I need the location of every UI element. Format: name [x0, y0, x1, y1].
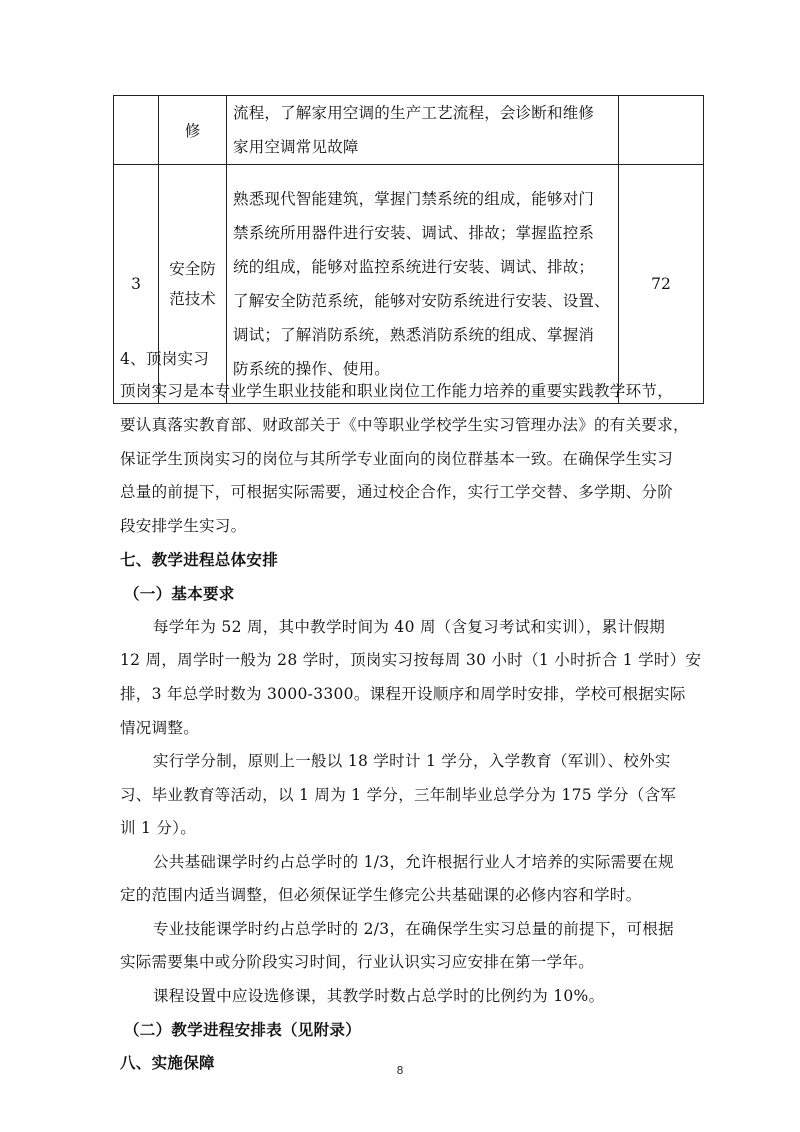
- section-heading: 七、教学进程总体安排: [120, 550, 279, 569]
- description-line: 统的组成，能够对监控系统进行安装、调试、排故；: [233, 258, 595, 276]
- paragraph-line: 公共基础课学时约占总学时的 1/3，允许根据行业人才培养的实际需要在规: [153, 853, 674, 871]
- paragraph-line: 每学年为 52 周，其中教学时间为 40 周（含复习考试和实训），累计假期: [153, 618, 666, 636]
- paragraph-line: 训 1 分）。: [120, 819, 197, 837]
- course-hours-cell: 72: [619, 165, 704, 404]
- course-name-line: 范技术: [169, 290, 216, 308]
- paragraph-line: 课程设置中应设选修课，其教学时数占总学时的比例约为 10%。: [153, 987, 605, 1005]
- description-line: 流程，了解家用空调的生产工艺流程，会诊断和维修: [233, 104, 595, 122]
- paragraph-line: 专业技能课学时约占总学时的 2/3，在确保学生实习总量的前提下，可根据: [153, 920, 674, 938]
- paragraph-line: 实行学分制，原则上一般以 18 学时计 1 学分，入学教育（军训）、校外实: [153, 752, 671, 770]
- description-line: 了解安全防范系统，能够对安防系统进行安装、设置、: [233, 292, 610, 310]
- course-description-cell: [227, 165, 619, 404]
- paragraph-line: 习、毕业教育等活动，以 1 周为 1 学分，三年制毕业总学分为 175 学分（含军: [120, 786, 677, 804]
- course-description-cell: [227, 96, 619, 165]
- paragraph-line: 实际需要集中或分阶段实习时间，行业认识实习应安排在第一学年。: [120, 953, 595, 971]
- description-line: 禁系统所用器件进行安装、调试、排故；掌握监控系: [233, 224, 595, 242]
- course-hours-cell: [619, 96, 704, 165]
- paragraph-line: 保证学生顶岗实习的岗位与其所学专业面向的岗位群基本一致。在确保学生实习: [120, 450, 674, 468]
- course-number-cell: 3: [114, 165, 159, 404]
- paragraph-line: 要认真落实教育部、财政部关于《中等职业学校学生实习管理办法》的有关要求，: [120, 416, 689, 434]
- description-line: 调试；了解消防系统，熟悉消防系统的组成、掌握消: [233, 326, 595, 344]
- paragraph-line: 情况调整。: [120, 719, 200, 737]
- paragraph-line: 段安排学生实习。: [120, 517, 247, 535]
- paragraph-line: 排，3 年总学时数为 3000-3300。课程开设顺序和周学时安排，学校可根据实际: [120, 685, 686, 703]
- course-name-line: 安全防: [169, 260, 216, 278]
- paragraph-line: 定的范围内适当调整，但必须保证学生修完公共基础课的必修内容和学时。: [120, 886, 642, 904]
- paragraph-line: 总量的前提下，可根据实际需要，通过校企合作，实行工学交替、多学期、分阶: [120, 483, 674, 501]
- course-number-cell: [114, 96, 159, 165]
- description-line: 防系统的操作、使用。: [233, 360, 391, 378]
- subsection-heading: （一）基本要求: [124, 584, 235, 603]
- paragraph-line: 12 周，周学时一般为 28 学时，顶岗实习按每周 30 小时（1 小时折合 1 学时）安: [120, 651, 702, 669]
- page-number: 8: [396, 1064, 404, 1077]
- section-heading: 八、实施保障: [120, 1053, 215, 1072]
- table-row: [114, 96, 704, 165]
- course-name-cell: 修: [159, 96, 227, 165]
- paragraph-line: 顶岗实习是本专业学生职业技能和职业岗位工作能力培养的重要实践教学环节，: [120, 382, 674, 400]
- description-line: 熟悉现代智能建筑，掌握门禁系统的组成，能够对门: [233, 190, 595, 208]
- description-line: 家用空调常见故障: [233, 138, 359, 156]
- section-heading: 4、顶岗实习: [120, 350, 210, 368]
- subsection-heading: （二）教学进程安排表（见附录）: [124, 1020, 362, 1039]
